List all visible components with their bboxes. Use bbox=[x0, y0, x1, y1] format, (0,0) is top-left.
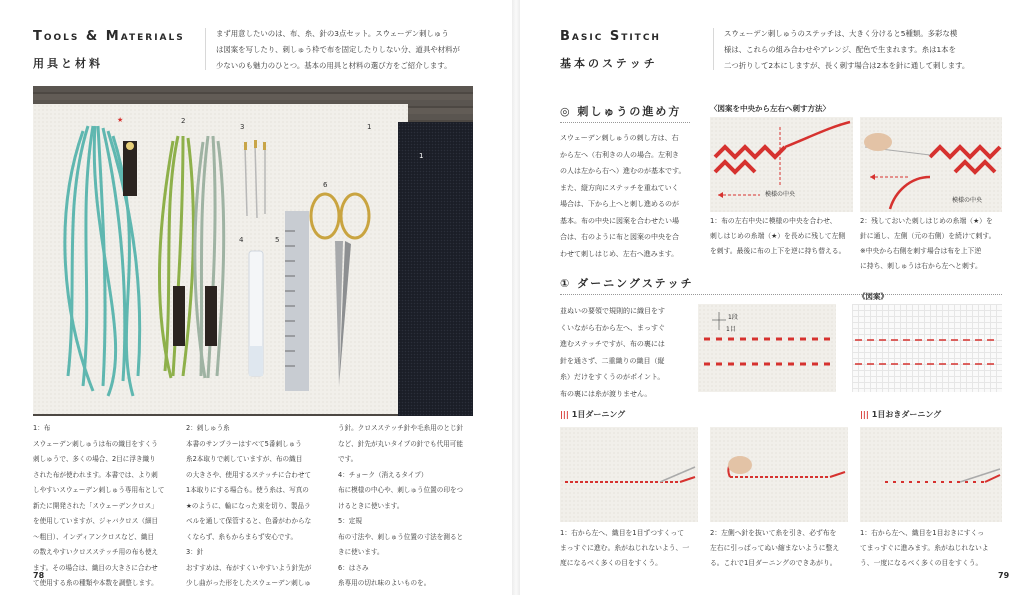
right-intro: スウェーデン刺しゅうのステッチは、大きく分けると5種類。多彩な模 様は、これらの組み合わせやアレンジ、配色で生まれます。糸は1本を 二つ折りして2本にしますが、長く刺す場合は2本を針に通して刺します。 bbox=[724, 29, 970, 70]
right-title-jp: 基本のステッチ bbox=[560, 57, 658, 70]
pattern-chart bbox=[852, 304, 1002, 392]
sec1-title-rule bbox=[560, 122, 690, 123]
pattern-chart-lines bbox=[852, 304, 1002, 392]
needles bbox=[245, 144, 265, 218]
book-gutter bbox=[512, 0, 520, 595]
label-1a: 1 bbox=[367, 123, 372, 131]
darning-diagram-stitches bbox=[698, 304, 836, 392]
tools-photo bbox=[33, 86, 473, 416]
caption-1: 1：布の左右中央に模様の中央を合わせ、 刺しはじめの糸端（★）を長めに残して左側 を刺す。最後に布の上下を逆に持ち替える。 bbox=[710, 217, 846, 255]
left-intro-divider bbox=[205, 28, 206, 70]
sec1-figure-title: 〈図案を中央から左右へ刺す方法〉 bbox=[710, 104, 830, 113]
left-column-2: 2：刺しゅう糸 本書のサンプラーはすべて5番刺しゅう 糸2本取りで刺していますが、布の織目 の大きさや、使用するステッチに合わせて 1本取りにする場合も。使う糸は、写真の ★のように、輪になった束を切り、製品ラ ベルを通して保管すると、色番がわからな くならず、糸もからまらず安心です。 3：針 おすすめは、布がすくいやすいよう針先が 少し曲がった形をしたスウェーデン刺しゅ bbox=[186, 424, 312, 587]
ruler bbox=[285, 211, 309, 391]
sec1-title: ◎ 刺しゅうの進め方 bbox=[560, 105, 682, 118]
sec1-text: スウェーデン刺しゅうの刺し方は、右 から左へ（右利きの人の場合。左利き の人は左から右へ）進むのが基本です。 また、縦方向にステッチを重ねていく 場合は、下から上へと刺し進めるのが 基本。布の中央に図案を合わせたい場 合は、右のように布と図案の中央を合 わせて刺しはじめ、左右へ進みます。 bbox=[560, 134, 686, 258]
darning-diagram-photo bbox=[698, 304, 836, 392]
left-title-jp: 用具と材料 bbox=[33, 57, 103, 70]
caption-4: 2：左側へ針を抜いて糸を引き、必ず布を 左右に引っぱってぬい縮まないように整え る。これで1目ダーニングのできあがり。 bbox=[710, 529, 840, 567]
left-column-1: 1：布 スウェーデン刺しゅうは布の織目をすくう 刺しゅうで、多くの場合、2目に浮き織り された布が使われます。本書では、より刺 しやすいスウェーデン刺しゅう専用布として 新たに開発された「スウェーデンクロス」 を使用していますが、ジャバクロス（細目 〜粗目）、インディアンクロスなど、織目 の数えやすいクロスステッチ用の布も使え ます。その場合は、織目の大きさに合わせ て使用する糸の種類や本数を調整します。 bbox=[33, 424, 165, 587]
right-page bbox=[520, 0, 1032, 595]
label-star: ★ bbox=[117, 116, 124, 124]
sub-1me-oki-darning: ||| 1目おきダーニング bbox=[860, 410, 942, 419]
left-column-3: う針。クロスステッチ針や毛糸用のとじ針 など、針先が丸いタイプの針でも代用可能 です。 4：チョーク（消えるタイプ） 布に模様の中心や、刺しゅう位置の印をつ けるときに使います。 5：定規 布の寸法や、刺しゅう位置の寸法を測ると きに使います。 6：はさみ 糸専用の切れ味のよいものを。 bbox=[338, 424, 464, 587]
caption-3: 1：右から左へ、織目を1目ずつすくって まっすぐに進む。糸がねじれないよう、一 度になるべく多くの目をすくう。 bbox=[560, 529, 690, 567]
left-page-number: 78 bbox=[33, 571, 45, 580]
label-6: 6 bbox=[323, 181, 328, 189]
step-photo-3 bbox=[860, 427, 1002, 522]
left-title-en: Tools & Materials bbox=[33, 29, 185, 44]
sub-marker-1: ||| bbox=[560, 410, 569, 419]
left-intro: まず用意したいのは、布、糸、針の3点セット。スウェーデン刺しゅう は図案を写したり、刺しゅう枠で布を固定したりしない分、道具や材料が 少ないのも魅力のひとつ。基本の用具と材料の選び方をご紹介します。 bbox=[216, 29, 460, 70]
right-title-en: Basic Stitch bbox=[560, 29, 661, 44]
sub-marker-2: ||| bbox=[860, 410, 869, 419]
label-5: 5 bbox=[275, 236, 280, 244]
caption-5: 1：右から左へ、織目を1目おきにすくっ てまっすぐに進みます。糸がねじれないよ う、一度になるべく多くの目をすくう。 bbox=[860, 529, 989, 567]
sub-1me-darning: ||| 1目ダーニング bbox=[560, 410, 626, 419]
label-3: 3 bbox=[240, 123, 245, 131]
step-photo-3-stitch bbox=[860, 427, 1002, 522]
step-photo-2-stitch bbox=[710, 427, 848, 522]
scissors bbox=[311, 194, 369, 238]
fig-label-center-1: 模様の中央 bbox=[765, 191, 796, 198]
fig-center-1 bbox=[710, 117, 853, 212]
fig-center-2 bbox=[860, 117, 1002, 212]
sec2-title-rule bbox=[560, 294, 1002, 295]
step-photo-1-stitch bbox=[560, 427, 698, 522]
label-1me: 1目 bbox=[726, 326, 736, 333]
caption-2: 2：残しておいた刺しはじめの糸端（★）を 針に通し、左側（元の右側）を続けて刺す。 ※中央から右側を刺す場合は布を上下逆 に持ち、刺しゅうは右から左へと刺す。 bbox=[860, 217, 996, 270]
label-1dan: 1段 bbox=[728, 314, 738, 321]
label-2: 2 bbox=[181, 117, 186, 125]
step-photo-2 bbox=[710, 427, 848, 522]
tools-illustration bbox=[33, 86, 473, 416]
fig-label-center-2: 模様の中央 bbox=[952, 197, 983, 204]
zuan-label: 《図案》 bbox=[858, 292, 888, 301]
label-4: 4 bbox=[239, 236, 244, 244]
right-intro-divider bbox=[713, 28, 714, 70]
sec2-text: 並ぬいの要領で規則的に織目をす くいながら右から左へ、まっすぐ 進むステッチですが、布の裏には 針を通さず、二重織りの織目（縦 糸）だけをすくうのがポイント。 布の裏には糸が渡りません。 bbox=[560, 307, 665, 398]
sec2-title: ① ダーニングステッチ bbox=[560, 277, 694, 290]
step-photo-1 bbox=[560, 427, 698, 522]
left-page bbox=[0, 0, 512, 595]
label-1b: 1 bbox=[419, 152, 424, 160]
right-page-number: 79 bbox=[998, 571, 1010, 580]
